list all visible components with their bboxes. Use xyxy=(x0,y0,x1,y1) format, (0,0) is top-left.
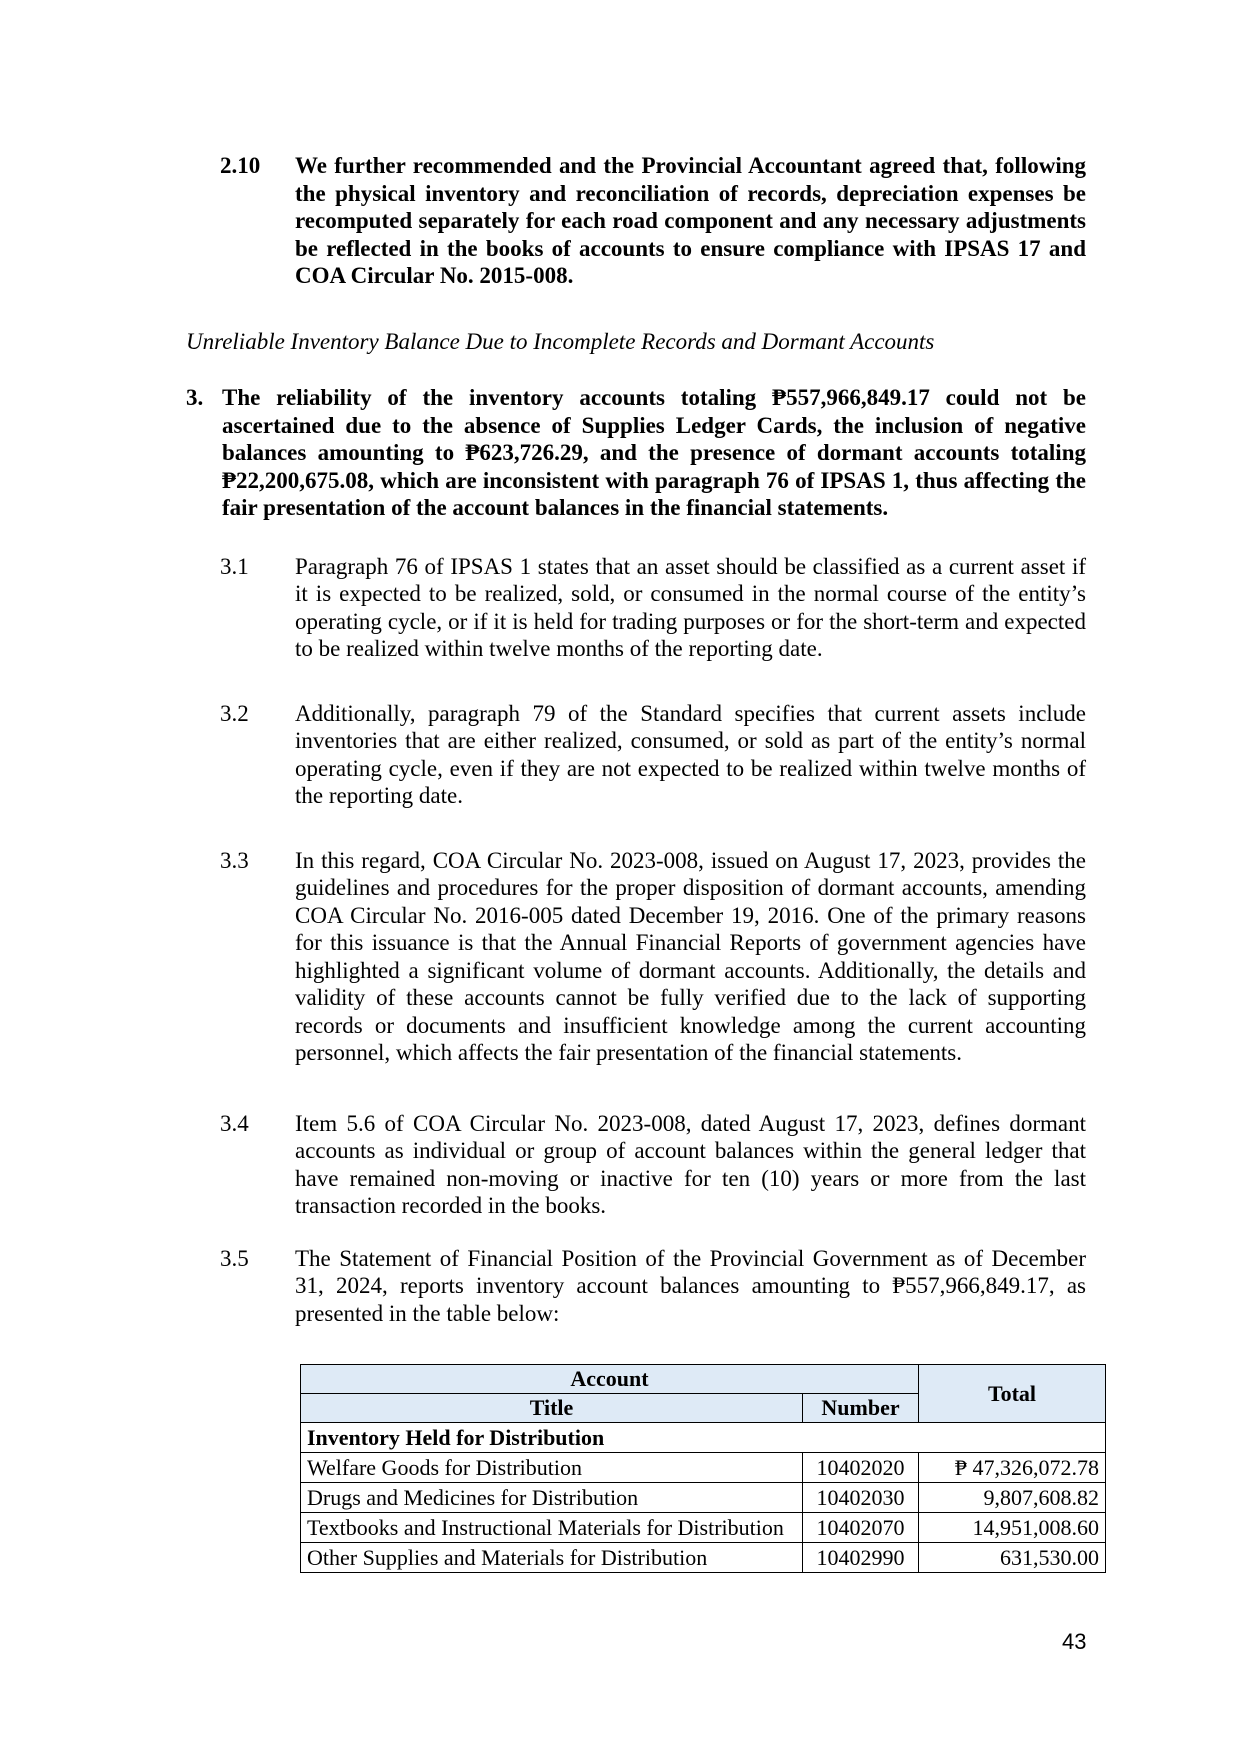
paragraph-number: 3.5 xyxy=(220,1245,249,1271)
account-title: Other Supplies and Materials for Distribution xyxy=(301,1543,803,1573)
header-total: Total xyxy=(919,1365,1106,1423)
inventory-accounts-table xyxy=(300,1364,1106,1573)
account-title: Drugs and Medicines for Distribution xyxy=(301,1483,803,1513)
table-row xyxy=(301,1543,1106,1573)
paragraph-text: In this regard, COA Circular No. 2023-008, issued on August 17, 2023, provides the guidelines and procedures for the proper disposition of dormant accounts, amending COA Circular No. 2016-005 dated December 19, 2016. One of the primary reasons for this issuance is that the Annual Financial Reports of government agencies have highlighted a significant volume of dormant accounts. Additionally, the details and validity of these accounts cannot be fully verified due to the lack of supporting records or documents and insufficient knowledge among the current accounting personnel, which affects the fair presentation of the financial statements. xyxy=(295,847,1086,1065)
sub-paragraph-3-5 xyxy=(220,1245,1086,1328)
table-row xyxy=(301,1513,1106,1543)
account-number: 10402020 xyxy=(803,1453,919,1483)
paragraph-number: 3.1 xyxy=(220,553,249,579)
header-number: Number xyxy=(803,1394,919,1423)
header-account: Account xyxy=(301,1365,919,1394)
page-number: 43 xyxy=(1062,1629,1087,1654)
paragraph-number: 3.4 xyxy=(220,1110,249,1136)
table-group-row xyxy=(301,1423,1106,1453)
group-label: Inventory Held for Distribution xyxy=(301,1423,1106,1453)
sub-paragraph-3-3 xyxy=(220,847,1086,1067)
paragraph-number: 3.2 xyxy=(220,700,249,726)
account-number: 10402990 xyxy=(803,1543,919,1573)
account-number: 10402030 xyxy=(803,1483,919,1513)
account-total: 631,530.00 xyxy=(919,1543,1106,1573)
header-title: Title xyxy=(301,1394,803,1423)
sub-paragraph-3-4 xyxy=(220,1110,1086,1220)
account-total: ₱ 47,326,072.78 xyxy=(919,1453,1106,1483)
paragraph-number: 2.10 xyxy=(220,153,261,178)
sub-paragraph-3-2 xyxy=(220,700,1086,810)
paragraph-text: Additionally, paragraph 79 of the Standard specifies that current assets include inventories that are either realized, consumed, or sold as part of the entity’s normal operating cycle, even if they are not expected to be realized within twelve months of the reporting date. xyxy=(295,700,1086,808)
account-title: Welfare Goods for Distribution xyxy=(301,1453,803,1483)
paragraph-text: The reliability of the inventory accounts totaling ₱557,966,849.17 could not be ascertained due to the absence of Supplies Ledger Cards, the inclusion of negative balances amounting to ₱623,726.29, and the presence of dormant accounts totaling ₱22,200,675.08, which are inconsistent with paragraph 76 of IPSAS 1, thus affecting the fair presentation of the account balances in the financial statements. xyxy=(222,385,1086,520)
paragraph-text: Paragraph 76 of IPSAS 1 states that an asset should be classified as a current asset if it is expected to be realized, sold, or consumed in the normal course of the entity’s operating cycle, or if it is held for trading purposes or for the short-term and expected to be realized within twelve months of the reporting date. xyxy=(295,553,1086,661)
paragraph-text: Item 5.6 of COA Circular No. 2023-008, dated August 17, 2023, defines dormant accounts as individual or group of account balances within the general ledger that have remained non-moving or inactive for ten (10) years or more from the last transaction recorded in the books. xyxy=(295,1110,1086,1218)
finding-paragraph xyxy=(186,384,1086,522)
table-header-row-1 xyxy=(301,1365,1106,1394)
account-number: 10402070 xyxy=(803,1513,919,1543)
account-total: 9,807,608.82 xyxy=(919,1483,1106,1513)
paragraph-number: 3. xyxy=(186,385,204,410)
recommendation-paragraph xyxy=(220,152,1086,290)
paragraph-text: The Statement of Financial Position of the Provincial Government as of December 31, 2024, reports inventory account balances amounting to ₱557,966,849.17, as presented in the table below: xyxy=(295,1245,1086,1326)
page-content xyxy=(186,152,1099,1573)
section-heading: Unreliable Inventory Balance Due to Incomplete Records and Dormant Accounts xyxy=(186,328,935,354)
table-row xyxy=(301,1453,1106,1483)
paragraph-text: We further recommended and the Provincial Accountant agreed that, following the physical inventory and reconciliation of records, depreciation expenses be recomputed separately for each road component and any necessary adjustments be reflected in the books of accounts to ensure compliance with IPSAS 17 and COA Circular No. 2015-008. xyxy=(295,153,1086,288)
table-row xyxy=(301,1483,1106,1513)
sub-paragraph-3-1 xyxy=(220,553,1086,663)
account-total: 14,951,008.60 xyxy=(919,1513,1106,1543)
account-title: Textbooks and Instructional Materials for Distribution xyxy=(301,1513,803,1543)
paragraph-number: 3.3 xyxy=(220,847,249,873)
